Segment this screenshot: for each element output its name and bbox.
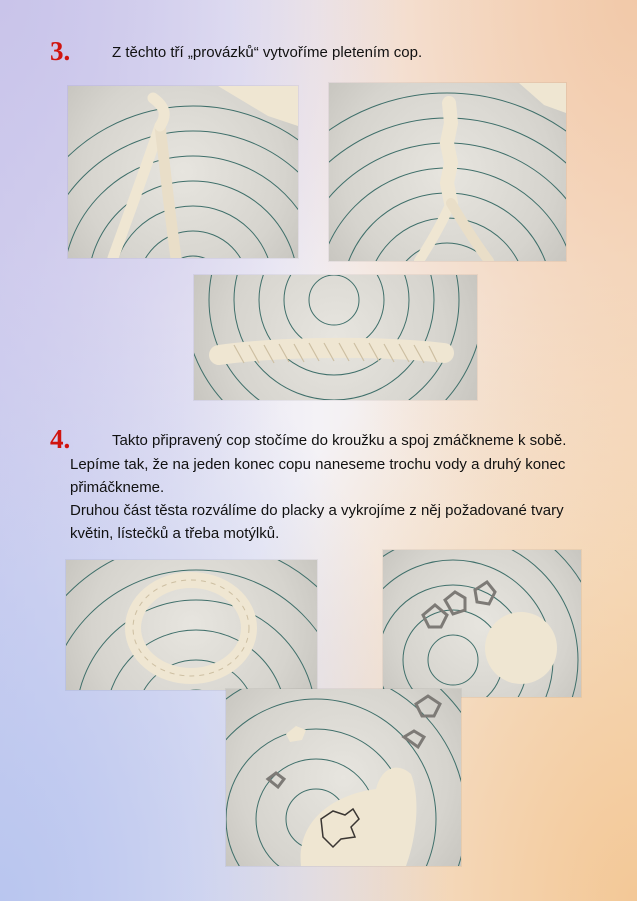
step-4-line-4: Druhou část těsta rozválíme do placky a vykrojíme z něj požadované tvary <box>70 502 564 519</box>
photo-braiding <box>329 83 566 261</box>
step-number-4: 4. <box>50 424 71 454</box>
step-4-line-3: přimáčkneme. <box>70 479 165 496</box>
step-4-line-1: Takto připravený cop stočíme do kroužku a spoj zmáčkneme k sobě. <box>112 432 567 449</box>
photo-cut-shapes <box>226 689 461 866</box>
step-4-line-2: Lepíme tak, že na jeden konec copu naneseme trochu vody a druhý konec <box>70 456 566 473</box>
photo-braid-wreath <box>66 560 317 690</box>
step-4-line-5: květin, lístečků a třeba motýlků. <box>70 525 280 542</box>
step-3-text: Z těchto tří „provázků“ vytvoříme pletením cop. <box>112 44 423 61</box>
step-number-3: 3. <box>50 36 71 66</box>
photo-rolled-dough-cutters <box>383 550 581 697</box>
photo-finished-braid <box>194 275 477 400</box>
photo-three-strands <box>68 86 298 258</box>
